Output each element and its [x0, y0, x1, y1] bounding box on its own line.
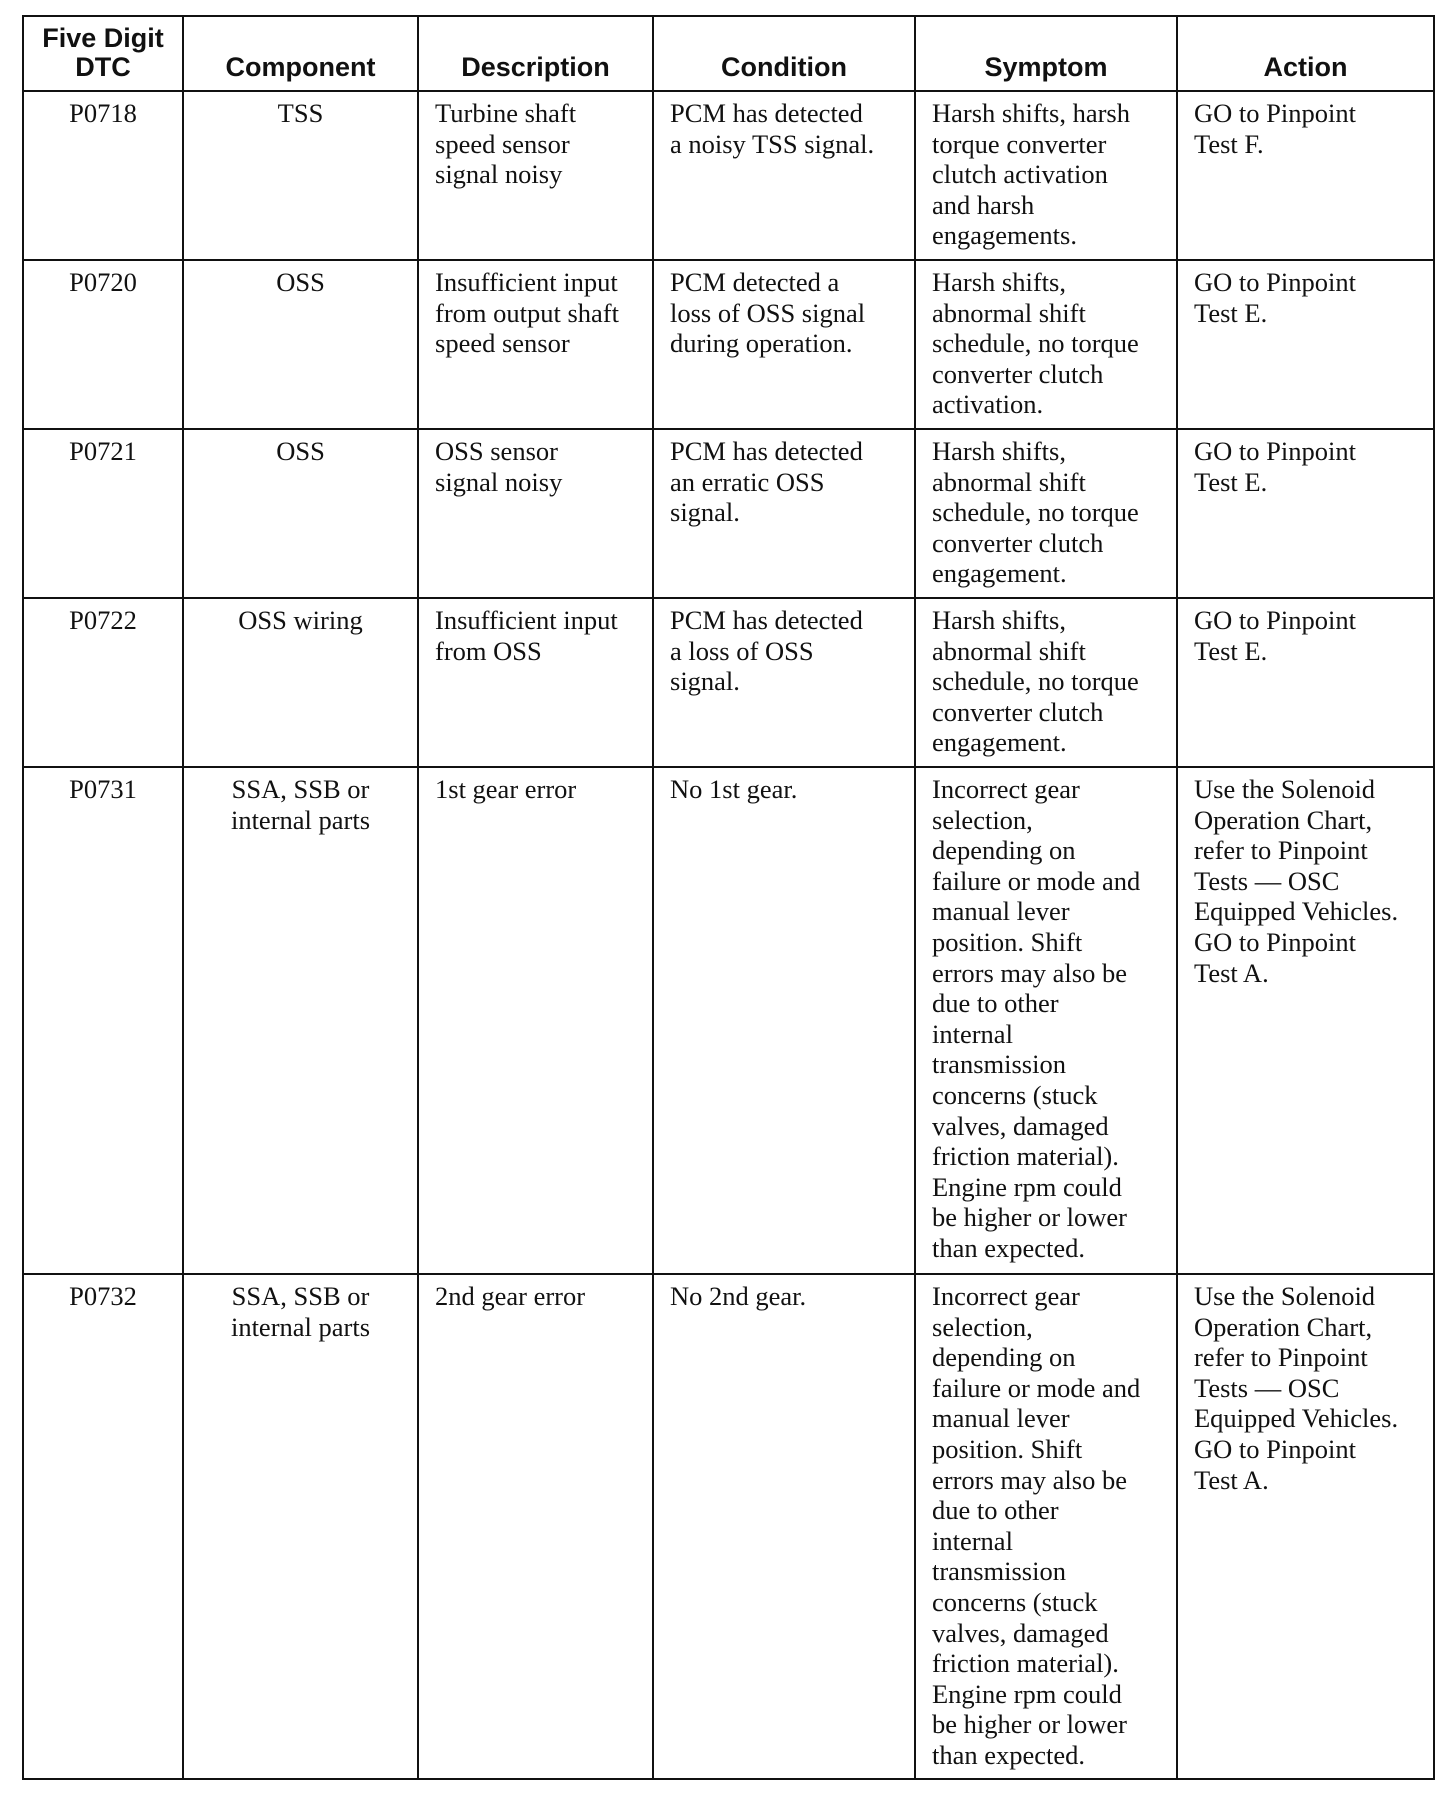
cell-line: OSS [276, 267, 325, 297]
cell-line: Test A. [1194, 1464, 1269, 1495]
cell-line: P0718 [69, 98, 137, 128]
cell-line: GO to Pinpoint [1194, 1433, 1356, 1464]
cell-line: SSA, SSB or [231, 1281, 370, 1311]
cell-line: schedule, no torque [932, 666, 1139, 697]
cell-line: depending on [932, 835, 1076, 866]
cell-line: Insufficient input [435, 605, 618, 635]
dtc-table [22, 15, 1435, 1780]
cell-symptom [915, 598, 1177, 767]
cell-line: GO to Pinpoint [1194, 436, 1356, 466]
cell-line: P0731 [69, 774, 137, 804]
cell-line: Equipped Vehicles. [1194, 1403, 1399, 1434]
cell-symptom [915, 91, 1177, 260]
cell-line: internal [932, 1525, 1013, 1556]
cell-condition [653, 767, 915, 1274]
table-header-row [23, 16, 1434, 91]
cell-line: OSS wiring [238, 605, 363, 635]
cell-line: errors may also be [932, 1464, 1127, 1495]
cell-line: be higher or lower [932, 1709, 1127, 1740]
cell-line: from output shaft [435, 297, 619, 328]
cell-line: signal noisy [435, 466, 563, 497]
cell-line: signal. [670, 497, 740, 528]
header-five-digit-dtc [23, 16, 183, 91]
cell-line: Harsh shifts, [932, 436, 1066, 466]
cell-component [183, 429, 418, 598]
cell-line: Harsh shifts, harsh [932, 98, 1130, 128]
cell-line: speed sensor [435, 328, 570, 359]
cell-line: Test A. [1194, 957, 1269, 988]
cell-line: internal [932, 1018, 1013, 1049]
cell-line: transmission [932, 1049, 1066, 1080]
cell-line: internal parts [230, 1311, 371, 1342]
cell-line: Test E. [1194, 635, 1268, 666]
cell-line: Test E. [1194, 466, 1268, 497]
cell-description [418, 91, 653, 260]
cell-line: No 1st gear. [670, 774, 798, 804]
cell-line: and harsh [932, 189, 1035, 220]
cell-line: activation. [932, 389, 1044, 420]
cell-action [1177, 1274, 1434, 1779]
cell-line: friction material). [932, 1141, 1119, 1172]
cell-line: internal parts [230, 804, 371, 835]
header-line: Component [225, 52, 376, 82]
cell-line: position. Shift [932, 1433, 1083, 1464]
header-action [1177, 16, 1434, 91]
header-line: Condition [721, 52, 847, 82]
cell-condition [653, 429, 915, 598]
table-row [23, 429, 1434, 598]
cell-line: transmission [932, 1556, 1066, 1587]
cell-line: PCM has detected [670, 436, 863, 466]
cell-line: valves, damaged [932, 1617, 1109, 1648]
cell-line: manual lever [932, 896, 1070, 927]
cell-dtc [23, 1274, 183, 1779]
cell-line: abnormal shift [932, 466, 1086, 497]
cell-line: Equipped Vehicles. [1194, 896, 1399, 927]
cell-component [183, 260, 418, 429]
cell-line: OSS [276, 436, 325, 466]
cell-description [418, 1274, 653, 1779]
cell-line: converter clutch [932, 527, 1104, 558]
cell-line: clutch activation [932, 159, 1108, 190]
cell-line: Turbine shaft [435, 98, 577, 128]
cell-line: Operation Chart, [1194, 1311, 1373, 1342]
cell-line: abnormal shift [932, 635, 1086, 666]
cell-line: No 2nd gear. [670, 1281, 807, 1311]
cell-line: SSA, SSB or [231, 774, 370, 804]
cell-action [1177, 260, 1434, 429]
cell-line: errors may also be [932, 957, 1127, 988]
cell-line: PCM detected a [670, 267, 840, 297]
cell-line: speed sensor [435, 128, 570, 159]
cell-line: during operation. [670, 328, 853, 359]
header-line: Description [461, 52, 610, 82]
cell-line: converter clutch [932, 696, 1104, 727]
cell-symptom [915, 429, 1177, 598]
cell-line: 2nd gear error [435, 1281, 586, 1311]
cell-line: be higher or lower [932, 1202, 1127, 1233]
cell-line: P0732 [69, 1281, 137, 1311]
cell-line: Test E. [1194, 297, 1268, 328]
cell-line: torque converter [932, 128, 1107, 159]
cell-line: a loss of OSS [670, 635, 814, 666]
cell-line: position. Shift [932, 926, 1083, 957]
cell-dtc [23, 767, 183, 1274]
header-component [183, 16, 418, 91]
cell-line: 1st gear error [435, 774, 577, 804]
cell-line: engagement. [932, 558, 1067, 589]
table-row [23, 260, 1434, 429]
cell-line: PCM has detected [670, 98, 863, 128]
cell-action [1177, 767, 1434, 1274]
cell-dtc [23, 91, 183, 260]
header-line: Symptom [984, 52, 1108, 82]
cell-line: than expected. [932, 1739, 1086, 1770]
table-body [23, 91, 1434, 1779]
cell-component [183, 1274, 418, 1779]
cell-line: Operation Chart, [1194, 804, 1373, 835]
cell-line: signal. [670, 666, 740, 697]
cell-action [1177, 429, 1434, 598]
cell-line: Engine rpm could [932, 1678, 1122, 1709]
cell-line: TSS [277, 98, 324, 128]
cell-condition [653, 260, 915, 429]
cell-line: an erratic OSS [670, 466, 825, 497]
table-row [23, 598, 1434, 767]
header-line: Action [1263, 52, 1348, 82]
cell-line: engagements. [932, 220, 1077, 251]
cell-symptom [915, 260, 1177, 429]
cell-line: failure or mode and [932, 865, 1141, 896]
cell-line: concerns (stuck [932, 1586, 1098, 1617]
cell-line: selection, [932, 1311, 1033, 1342]
cell-line: Tests — OSC [1194, 865, 1340, 896]
cell-line: Use the Solenoid [1194, 774, 1376, 804]
cell-condition [653, 1274, 915, 1779]
table-row [23, 767, 1434, 1274]
cell-line: a noisy TSS signal. [670, 128, 875, 159]
table-row [23, 91, 1434, 260]
cell-line: P0721 [69, 436, 137, 466]
header-line: Five Digit [42, 23, 164, 53]
cell-line: P0720 [69, 267, 137, 297]
cell-line: abnormal shift [932, 297, 1086, 328]
cell-line: OSS sensor [435, 436, 558, 466]
cell-line: Harsh shifts, [932, 605, 1066, 635]
cell-line: GO to Pinpoint [1194, 98, 1356, 128]
cell-condition [653, 598, 915, 767]
cell-line: Incorrect gear [932, 774, 1080, 804]
cell-line: due to other [932, 1495, 1059, 1526]
cell-line: signal noisy [435, 159, 563, 190]
cell-condition [653, 91, 915, 260]
cell-line: due to other [932, 988, 1059, 1019]
cell-line: valves, damaged [932, 1110, 1109, 1141]
cell-line: Use the Solenoid [1194, 1281, 1376, 1311]
cell-line: PCM has detected [670, 605, 863, 635]
table-row [23, 1274, 1434, 1779]
header-condition [653, 16, 915, 91]
cell-component [183, 91, 418, 260]
cell-line: friction material). [932, 1648, 1119, 1679]
cell-dtc [23, 598, 183, 767]
cell-line: schedule, no torque [932, 497, 1139, 528]
cell-line: Insufficient input [435, 267, 618, 297]
cell-component [183, 767, 418, 1274]
cell-line: failure or mode and [932, 1372, 1141, 1403]
cell-line: manual lever [932, 1403, 1070, 1434]
header-line: DTC [75, 52, 131, 82]
cell-line: P0722 [69, 605, 137, 635]
cell-component [183, 598, 418, 767]
cell-line: Test F. [1194, 128, 1264, 159]
cell-line: GO to Pinpoint [1194, 605, 1356, 635]
cell-line: GO to Pinpoint [1194, 926, 1356, 957]
cell-line: from OSS [435, 635, 542, 666]
header-symptom [915, 16, 1177, 91]
cell-line: converter clutch [932, 358, 1104, 389]
cell-symptom [915, 767, 1177, 1274]
cell-line: concerns (stuck [932, 1079, 1098, 1110]
cell-line: Engine rpm could [932, 1171, 1122, 1202]
cell-line: refer to Pinpoint [1194, 1342, 1368, 1373]
cell-line: schedule, no torque [932, 328, 1139, 359]
cell-line: Incorrect gear [932, 1281, 1080, 1311]
cell-action [1177, 598, 1434, 767]
cell-line: engagement. [932, 727, 1067, 758]
cell-line: than expected. [932, 1232, 1086, 1263]
cell-dtc [23, 260, 183, 429]
cell-line: refer to Pinpoint [1194, 835, 1368, 866]
cell-description [418, 767, 653, 1274]
cell-description [418, 429, 653, 598]
cell-description [418, 260, 653, 429]
cell-description [418, 598, 653, 767]
cell-action [1177, 91, 1434, 260]
cell-line: Harsh shifts, [932, 267, 1066, 297]
cell-symptom [915, 1274, 1177, 1779]
cell-line: loss of OSS signal [670, 297, 866, 328]
cell-line: selection, [932, 804, 1033, 835]
cell-line: depending on [932, 1342, 1076, 1373]
cell-line: Tests — OSC [1194, 1372, 1340, 1403]
cell-dtc [23, 429, 183, 598]
cell-line: GO to Pinpoint [1194, 267, 1356, 297]
header-description [418, 16, 653, 91]
